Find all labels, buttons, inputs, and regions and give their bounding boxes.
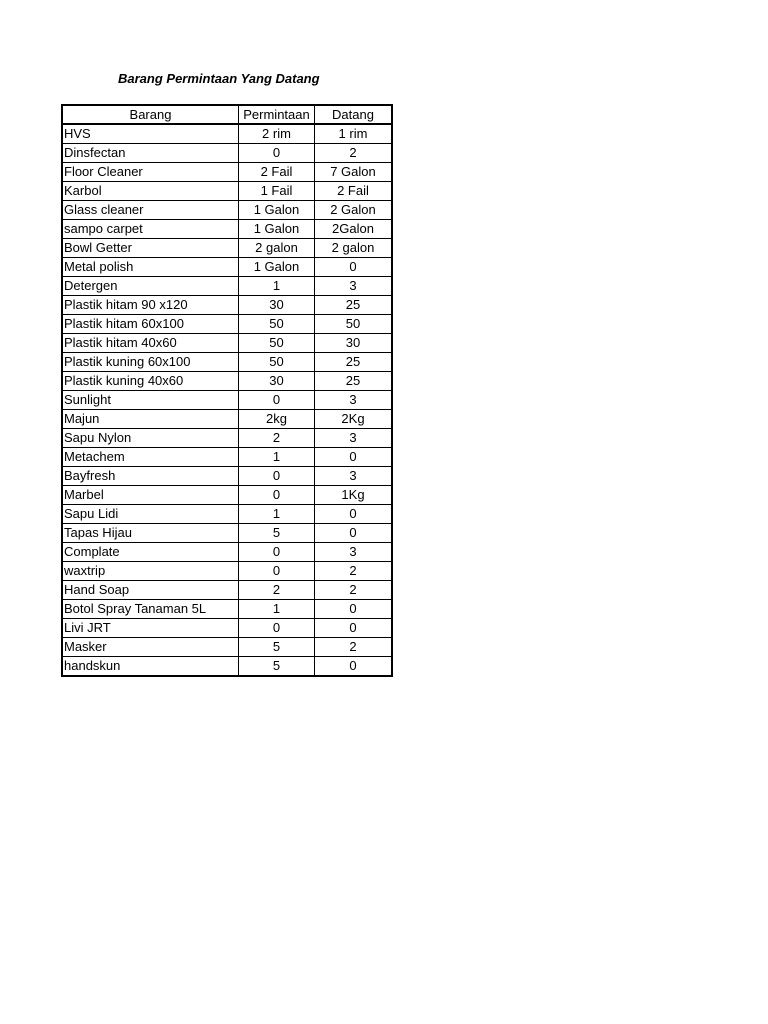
table-row [62,543,392,562]
cell-barang: Metal polish [62,258,239,277]
cell-permintaan: 2 Fail [239,163,315,182]
cell-permintaan: 1 [239,600,315,619]
cell-datang: 3 [315,429,393,448]
table-row [62,619,392,638]
table-row [62,657,392,677]
cell-datang: 7 Galon [315,163,393,182]
cell-barang: Bowl Getter [62,239,239,258]
cell-barang: Glass cleaner [62,201,239,220]
column-header-permintaan: Permintaan [239,105,315,124]
cell-permintaan: 1 [239,448,315,467]
cell-datang: 3 [315,467,393,486]
cell-barang: Botol Spray Tanaman 5L [62,600,239,619]
cell-barang: Tapas Hijau [62,524,239,543]
cell-barang: Complate [62,543,239,562]
cell-permintaan: 2 rim [239,124,315,144]
table-row [62,524,392,543]
table-row [62,353,392,372]
cell-barang: sampo carpet [62,220,239,239]
table-row [62,182,392,201]
cell-barang: Marbel [62,486,239,505]
cell-datang: 1 rim [315,124,393,144]
cell-barang: Sapu Lidi [62,505,239,524]
cell-barang: Plastik kuning 60x100 [62,353,239,372]
cell-datang: 3 [315,391,393,410]
cell-datang: 1Kg [315,486,393,505]
column-header-barang: Barang [62,105,239,124]
cell-permintaan: 0 [239,144,315,163]
cell-barang: Sapu Nylon [62,429,239,448]
cell-permintaan: 1 Galon [239,220,315,239]
table-row [62,391,392,410]
cell-permintaan: 5 [239,524,315,543]
page-title: Barang Permintaan Yang Datang [118,71,320,86]
table-row [62,144,392,163]
cell-datang: 2 Fail [315,182,393,201]
table-row [62,467,392,486]
table-row [62,220,392,239]
cell-barang: Plastik hitam 40x60 [62,334,239,353]
cell-barang: Detergen [62,277,239,296]
cell-barang: HVS [62,124,239,144]
cell-datang: 2 [315,638,393,657]
cell-permintaan: 2 [239,429,315,448]
cell-datang: 0 [315,619,393,638]
cell-datang: 0 [315,505,393,524]
table-row [62,448,392,467]
table-row [62,486,392,505]
cell-datang: 0 [315,448,393,467]
cell-datang: 2Galon [315,220,393,239]
cell-permintaan: 1 [239,277,315,296]
cell-barang: Masker [62,638,239,657]
table-row [62,163,392,182]
cell-barang: Sunlight [62,391,239,410]
table-row [62,296,392,315]
cell-permintaan: 5 [239,657,315,677]
cell-permintaan: 50 [239,353,315,372]
table-row [62,638,392,657]
cell-datang: 0 [315,524,393,543]
cell-datang: 2 [315,144,393,163]
cell-barang: Plastik hitam 90 x120 [62,296,239,315]
cell-barang: Livi JRT [62,619,239,638]
cell-permintaan: 0 [239,619,315,638]
cell-barang: handskun [62,657,239,677]
cell-barang: Hand Soap [62,581,239,600]
table-row [62,562,392,581]
table-header [62,105,392,124]
cell-datang: 2 Galon [315,201,393,220]
cell-datang: 2 galon [315,239,393,258]
table-row [62,239,392,258]
cell-permintaan: 30 [239,296,315,315]
header-row [62,105,392,124]
cell-permintaan: 2 galon [239,239,315,258]
cell-barang: Dinsfectan [62,144,239,163]
cell-datang: 3 [315,277,393,296]
cell-permintaan: 0 [239,467,315,486]
cell-datang: 25 [315,372,393,391]
cell-permintaan: 50 [239,334,315,353]
table-row [62,201,392,220]
cell-permintaan: 0 [239,391,315,410]
cell-datang: 2 [315,562,393,581]
cell-permintaan: 1 Fail [239,182,315,201]
cell-permintaan: 30 [239,372,315,391]
cell-barang: Plastik kuning 40x60 [62,372,239,391]
cell-barang: Majun [62,410,239,429]
cell-barang: Bayfresh [62,467,239,486]
cell-datang: 0 [349,658,357,673]
cell-permintaan: 0 [239,543,315,562]
cell-datang: 25 [315,296,393,315]
cell-permintaan: 2 [239,581,315,600]
cell-permintaan: 2kg [239,410,315,429]
cell-datang: 2Kg [315,410,393,429]
table-row [62,600,392,619]
cell-permintaan: 0 [239,486,315,505]
cell-permintaan: 50 [239,315,315,334]
table-row [62,277,392,296]
cell-barang: Floor Cleaner [62,163,239,182]
table-row [62,258,392,277]
cell-barang: Plastik hitam 60x100 [62,315,239,334]
items-table [61,104,393,677]
table-row [62,372,392,391]
cell-barang: Karbol [62,182,239,201]
cell-permintaan: 1 Galon [239,201,315,220]
cell-datang: 2 [315,581,393,600]
cell-datang: 3 [315,543,393,562]
cell-datang: 50 [315,315,393,334]
table-row [62,334,392,353]
table-row [62,410,392,429]
table-body [62,124,392,676]
table-row [62,124,392,144]
table-row [62,581,392,600]
cell-datang: 0 [315,600,393,619]
table-row [62,429,392,448]
cell-permintaan: 0 [239,562,315,581]
cell-permintaan: 1 Galon [239,258,315,277]
table-row [62,315,392,334]
cell-permintaan: 1 [239,505,315,524]
cell-datang: 0 [315,258,393,277]
cell-barang: Metachem [62,448,239,467]
column-header-datang: Datang [315,105,393,124]
cell-permintaan: 5 [239,638,315,657]
table-row [62,505,392,524]
cell-datang: 25 [315,353,393,372]
cell-barang: waxtrip [62,562,239,581]
cell-datang: 30 [315,334,393,353]
